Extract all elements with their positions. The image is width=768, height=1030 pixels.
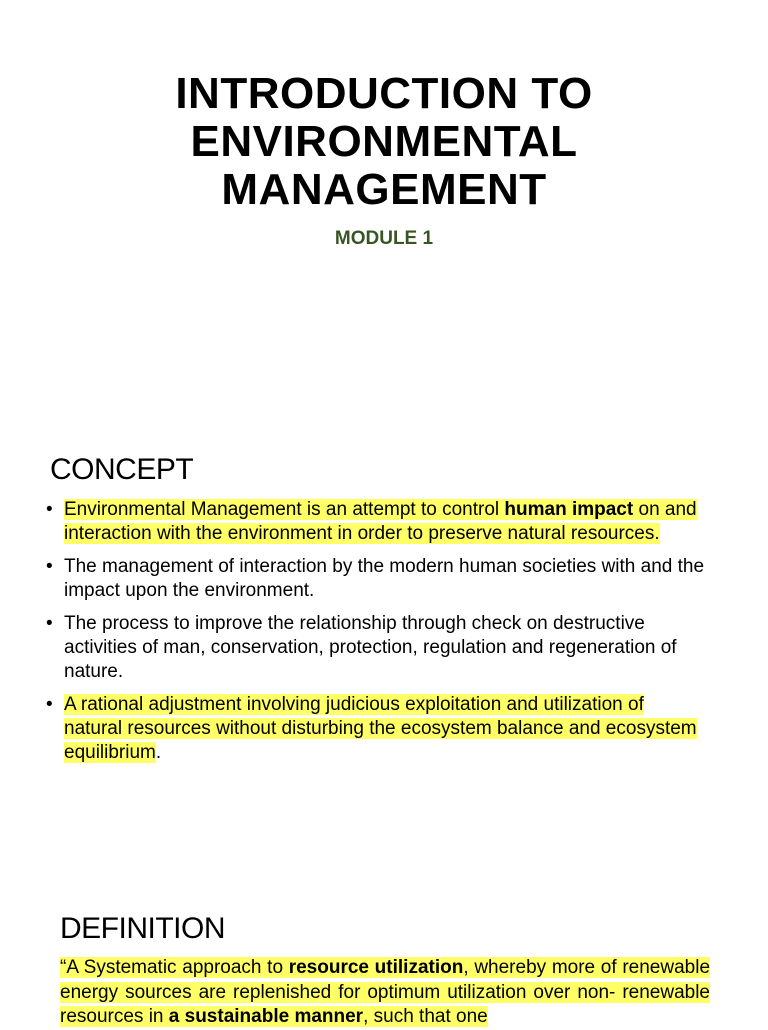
bullet-text: . bbox=[155, 742, 162, 763]
concept-slide bbox=[0, 420, 768, 870]
definition-paragraph bbox=[60, 956, 710, 1030]
concept-bullet-list bbox=[46, 498, 706, 774]
concept-bullet-3 bbox=[46, 612, 706, 684]
title-line-1: INTRODUCTION TO bbox=[175, 69, 593, 118]
title-line-3: MANAGEMENT bbox=[221, 165, 547, 214]
bullet-dot-icon: • bbox=[46, 613, 53, 634]
bullet-dot-icon: • bbox=[46, 556, 53, 577]
bullet-text: The process to improve the relationship through check on destructive activities of man, conservation, protection, regulation and regeneration of nature. bbox=[64, 613, 677, 682]
slide-title bbox=[0, 70, 768, 214]
bullet-text: on and interaction with the environment in order to preserve natural resources. bbox=[64, 499, 697, 544]
definition-bold-text: a sustainable manner bbox=[168, 1006, 364, 1027]
concept-heading: CONCEPT bbox=[50, 453, 194, 486]
definition-text: , whereby more of renewable energy sources are replenished for optimum utilization over non- renewable resources in bbox=[60, 957, 711, 1027]
bullet-text: A rational adjustment involving judicious exploitation and utilization of natural resources without disturbing the ecosystem balance and ecosystem equilibrium bbox=[64, 694, 697, 763]
definition-bold-text: resource utilization bbox=[288, 957, 464, 978]
module-subtitle: MODULE 1 bbox=[334, 228, 434, 249]
definition-text: , such that one bbox=[363, 1006, 488, 1027]
definition-heading: DEFINITION bbox=[60, 912, 225, 945]
concept-bullet-1 bbox=[46, 498, 706, 546]
bullet-text: The management of interaction by the modern human societies with and the impact upon the environment. bbox=[64, 556, 705, 601]
bullet-dot-icon: • bbox=[46, 694, 53, 715]
bullet-dot-icon: • bbox=[46, 499, 53, 520]
title-line-2: ENVIRONMENTAL bbox=[190, 117, 578, 166]
concept-bullet-2 bbox=[46, 555, 706, 603]
definition-text: “A Systematic approach to bbox=[60, 957, 289, 978]
title-slide bbox=[0, 0, 768, 420]
bullet-bold-text: human impact bbox=[504, 499, 634, 520]
concept-bullet-4 bbox=[46, 693, 706, 765]
bullet-text: Environmental Management is an attempt to control bbox=[64, 499, 505, 520]
definition-slide bbox=[0, 870, 768, 1027]
